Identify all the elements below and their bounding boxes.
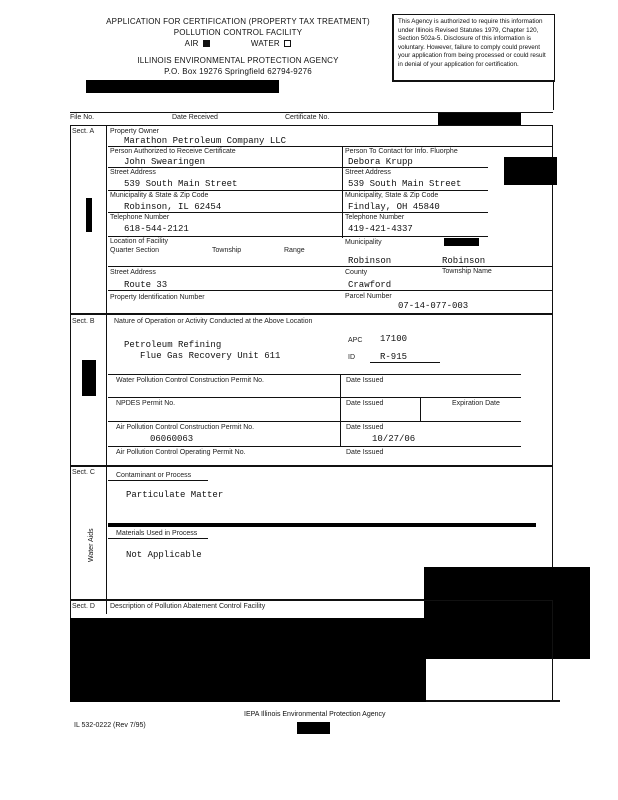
redaction-block xyxy=(82,360,96,396)
street-address-value-right[interactable]: 539 South Main Street xyxy=(348,179,462,189)
id-label: ID xyxy=(348,354,355,361)
expiration-label: Expiration Date xyxy=(452,400,500,407)
township-name-label: Township Name xyxy=(442,268,492,275)
nature-value-line1[interactable]: Petroleum Refining xyxy=(124,340,222,350)
privacy-notice-box xyxy=(392,14,555,82)
agency-block xyxy=(98,55,378,77)
water-issued-label: Date Issued xyxy=(346,377,384,384)
municipality-fac-label: Municipality xyxy=(345,239,382,246)
npdes-label: NPDES Permit No. xyxy=(116,400,176,407)
row-rule xyxy=(108,290,553,291)
telephone-label-right: Telephone Number xyxy=(345,214,405,221)
agency-address: P.O. Box 19276 Springfield 62794-9276 xyxy=(164,67,312,76)
municipality-fac-value[interactable]: Robinson xyxy=(348,256,392,266)
row-rule xyxy=(108,480,208,481)
bottom-rule xyxy=(426,700,560,702)
telephone-value-right[interactable]: 419-421-4337 xyxy=(348,224,413,234)
contaminant-value[interactable]: Particulate Matter xyxy=(126,490,224,500)
street-address-fac-value[interactable]: Route 33 xyxy=(124,280,168,290)
section-d-divider xyxy=(106,600,107,614)
privacy-notice-text: This Agency is authorized to require this information under Illinois Revised Statutes 1979, Chapter 120, Section 502a-5. Disclosure of this information is voluntary. However, failure to comply could prevent your application from being processed or could result in denial of your application for certification. xyxy=(398,18,546,68)
county-value[interactable]: Crawford xyxy=(348,280,392,290)
street-address-fac-label: Street Address xyxy=(110,269,156,276)
description-label: Description of Pollution Abatement Control Facility xyxy=(110,603,266,610)
row-rule xyxy=(108,167,488,168)
redaction-block xyxy=(444,238,479,246)
person-to-contact-value[interactable]: Debora Krupp xyxy=(348,157,413,167)
nature-value-line2[interactable]: Flue Gas Recovery Unit 611 xyxy=(140,351,281,361)
quarter-section-label: Quarter Section xyxy=(110,247,160,254)
property-owner-label: Property Owner xyxy=(110,128,160,135)
air-checkbox[interactable] xyxy=(203,40,210,47)
section-c-side-label: Water Aids xyxy=(88,528,95,562)
air-issued-value[interactable]: 10/27/06 xyxy=(372,434,416,444)
section-c-divider xyxy=(106,466,107,600)
municipality-value-left[interactable]: Robinson, IL 62454 xyxy=(124,202,222,212)
municipality-label-left: Municipality & State & Zip Code xyxy=(110,192,209,199)
range-label: Range xyxy=(284,247,305,254)
redaction-block xyxy=(86,80,279,93)
telephone-label-left: Telephone Number xyxy=(110,214,170,221)
parcel-value[interactable]: 07-14-077-003 xyxy=(398,301,469,311)
apc-label: APC xyxy=(348,337,363,344)
location-label: Location of Facility xyxy=(110,238,168,245)
person-authorized-label: Person Authorized to Receive Certificate xyxy=(110,148,236,155)
row-rule xyxy=(108,374,521,375)
reverse-note: IEPA Illinois Environmental Protection Agency xyxy=(244,711,386,718)
id-value[interactable]: R-915 xyxy=(380,352,408,362)
section-a-divider xyxy=(106,125,107,314)
materials-label: Materials Used in Process xyxy=(116,530,198,537)
media-checkboxes xyxy=(88,38,388,49)
section-b-tag: Sect. B xyxy=(72,318,95,325)
redaction-block xyxy=(108,523,536,527)
section-a-tag: Sect. A xyxy=(72,128,95,135)
township-name-value[interactable]: Robinson xyxy=(442,256,486,266)
parcel-label: Parcel Number xyxy=(345,293,392,300)
section-d-tag: Sect. D xyxy=(72,603,95,610)
id-underline xyxy=(370,362,440,363)
air-permit-value[interactable]: 06060063 xyxy=(150,434,194,444)
section-a-center-line xyxy=(342,146,343,238)
county-label: County xyxy=(345,269,368,276)
row-rule xyxy=(108,397,521,398)
row-rule xyxy=(108,538,208,539)
row-rule xyxy=(108,266,553,267)
municipality-label-right: Municipality, State & Zip Code xyxy=(345,192,439,199)
air-operating-issued-label: Date Issued xyxy=(346,449,384,456)
form-id: IL 532-0222 (Rev 7/95) xyxy=(74,722,146,729)
redaction-block xyxy=(438,113,521,125)
section-c-tag: Sect. C xyxy=(72,469,95,476)
form-title-line1: APPLICATION FOR CERTIFICATION (PROPERTY TAX TREATMENT) xyxy=(106,17,370,26)
npdes-issued-label: Date Issued xyxy=(346,400,384,407)
redaction-block xyxy=(70,618,426,702)
apc-value[interactable]: 17100 xyxy=(380,334,408,344)
person-authorized-value[interactable]: John Swearingen xyxy=(124,157,206,167)
air-operating-label: Air Pollution Control Operating Permit No. xyxy=(116,449,246,456)
property-owner-value[interactable]: Marathon Petroleum Company LLC xyxy=(124,136,287,146)
row-rule xyxy=(108,421,521,422)
redaction-block xyxy=(504,157,557,185)
air-issued-label: Date Issued xyxy=(346,424,384,431)
nature-label: Nature of Operation or Activity Conducted at the Above Location xyxy=(114,318,313,325)
form-title xyxy=(88,16,388,49)
township-label: Township xyxy=(212,247,242,254)
municipality-value-right[interactable]: Findlay, OH 45840 xyxy=(348,202,440,212)
property-identification-label: Property Identification Number xyxy=(110,294,205,301)
water-checkbox[interactable] xyxy=(284,40,291,47)
section-b-frame xyxy=(70,314,553,466)
street-address-label-right: Street Address xyxy=(345,169,391,176)
form-title-line2: POLLUTION CONTROL FACILITY xyxy=(173,28,303,37)
materials-value[interactable]: Not Applicable xyxy=(126,550,202,560)
file-no-label: File No. xyxy=(70,114,95,121)
street-address-value-left[interactable]: 539 South Main Street xyxy=(124,179,238,189)
column-rule xyxy=(340,374,341,446)
person-to-contact-label: Person To Contact for Info. Fluorphe xyxy=(345,148,458,155)
row-rule xyxy=(108,446,521,447)
contaminant-label: Contaminant or Process xyxy=(116,472,192,479)
water-permit-label: Water Pollution Control Construction Permit No. xyxy=(116,377,264,384)
redaction-block xyxy=(297,722,330,734)
air-label: AIR xyxy=(184,39,199,48)
date-received-label: Date Received xyxy=(172,114,218,121)
street-address-label-left: Street Address xyxy=(110,169,156,176)
redaction-block xyxy=(86,198,92,232)
water-label: WATER xyxy=(250,39,280,48)
column-rule xyxy=(420,397,421,421)
certificate-no-label: Certificate No. xyxy=(285,114,330,121)
notice-leader-line xyxy=(553,82,554,110)
air-permit-label: Air Pollution Control Construction Permit No. xyxy=(116,424,255,431)
telephone-value-left[interactable]: 618-544-2121 xyxy=(124,224,189,234)
section-b-divider xyxy=(106,314,107,466)
agency-name: ILLINOIS ENVIRONMENTAL PROTECTION AGENCY xyxy=(137,56,339,65)
